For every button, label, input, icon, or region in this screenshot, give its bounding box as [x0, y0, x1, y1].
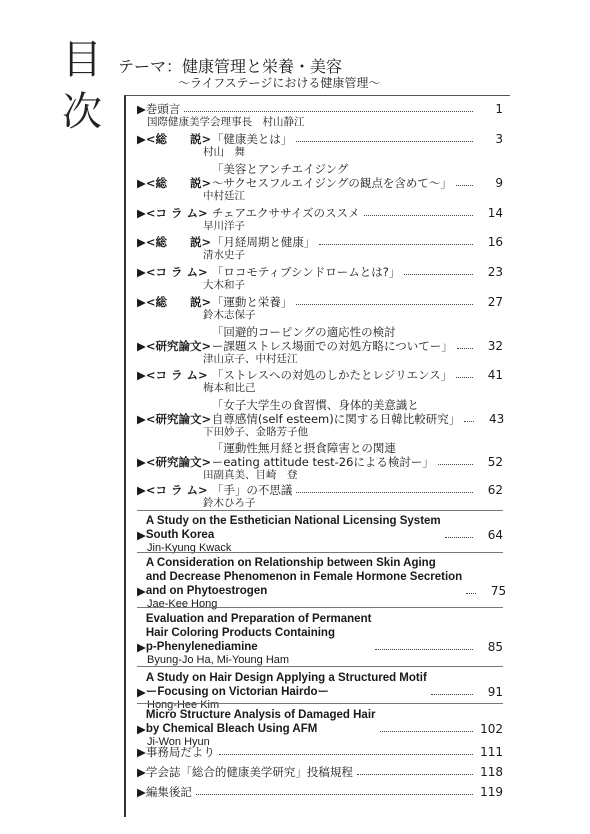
entry-separator [137, 666, 503, 667]
entry-title-line: 「ロコモティブシンドロームとは?」 [211, 265, 401, 279]
entry-title-line: A Study on Hair Design Applying a Structured Motif [145, 672, 427, 684]
page-number: 85 [487, 640, 503, 654]
entry-author: Byung-Jo Ha, Mi-Young Ham [147, 654, 290, 666]
toc-entry[interactable] [137, 483, 503, 510]
entry-author: Hong-Hee Kim [147, 699, 220, 711]
entry-author: 中村廷江 [203, 190, 245, 202]
triangle-bullet-icon: ▶ [137, 412, 146, 426]
entry-category: <コ ラ ム> [145, 483, 208, 497]
triangle-bullet-icon: ▶ [137, 765, 146, 779]
entry-author: 国際健康美学会理事長 村山静江 [147, 116, 305, 128]
toc-entry[interactable] [137, 398, 503, 439]
toc-entry[interactable] [137, 295, 503, 322]
page-number: 41 [487, 368, 503, 382]
page-number: 52 [487, 455, 503, 469]
page-number: 9 [495, 176, 503, 190]
theme-title: テーマ：健康管理と栄養・美容 [118, 57, 343, 76]
entry-separator [137, 703, 503, 704]
entry-title-line: ーFocusing on Victorian Hairdoー [145, 686, 330, 698]
dot-leader [404, 274, 473, 275]
page-number: 62 [487, 483, 503, 497]
triangle-bullet-icon: ▶ [137, 528, 146, 542]
toc-entry[interactable] [137, 708, 503, 749]
page-number: 3 [495, 132, 503, 146]
entry-author: 清水史子 [203, 249, 245, 261]
entry-title-line: 事務局だより [145, 745, 215, 759]
entry-category: <研究論文> [145, 412, 212, 426]
page-number: 118 [480, 765, 503, 779]
entry-author: Ji-Won Hyun [147, 736, 210, 748]
entry-category: <総 説> [145, 176, 212, 190]
entry-title-line: by Chemical Bleach Using AFM [145, 723, 318, 735]
dot-leader [456, 377, 473, 378]
entry-title-line: p-Phenylenediamine [145, 641, 258, 653]
entry-author: 早川洋子 [203, 220, 245, 232]
entry-title-line: 「ストレスへの対処のしかたとレジリエンス」 [211, 368, 453, 382]
entry-title-line: 「手」の不思議 [211, 483, 293, 497]
toc-entry[interactable] [137, 612, 503, 667]
entry-author: Jin-Kyung Kwack [147, 542, 232, 554]
toc-entry[interactable] [137, 368, 503, 395]
page-number: 23 [487, 265, 503, 279]
mokuji-heading-char-1: 目 [62, 37, 102, 83]
triangle-bullet-icon: ▶ [137, 206, 146, 220]
entry-title-line: ーeating attitude test-26による検討ー」 [211, 455, 434, 469]
entry-author: 鈴木志保子 [203, 309, 256, 321]
toc-entry[interactable] [137, 265, 503, 292]
toc-entry[interactable] [137, 765, 503, 779]
page-number: 111 [480, 745, 503, 759]
entry-separator [137, 552, 503, 553]
dot-leader [457, 348, 473, 349]
page-number: 1 [495, 102, 503, 116]
entry-category: <研究論文> [145, 339, 212, 353]
entry-title-line: 「運動と栄養」 [211, 295, 293, 309]
dot-leader [219, 754, 473, 755]
dot-leader [319, 244, 473, 245]
toc-entry[interactable] [137, 102, 503, 129]
entry-title-line: 巻頭言 [145, 102, 181, 116]
triangle-bullet-icon: ▶ [137, 235, 146, 249]
entry-author: Jae-Kee Hong [147, 598, 218, 610]
dot-leader [466, 593, 476, 594]
triangle-bullet-icon: ▶ [137, 785, 146, 799]
entry-title-line: A Consideration on Relationship between Skin Aging [145, 557, 436, 569]
toc-entry[interactable] [137, 206, 503, 233]
entry-category: <研究論文> [145, 455, 212, 469]
entry-author: 大木和子 [203, 279, 245, 291]
triangle-bullet-icon: ▶ [137, 176, 146, 190]
entry-author: 鈴木ひろ子 [203, 497, 256, 509]
toc-entry[interactable] [137, 441, 503, 482]
page-number: 14 [487, 206, 503, 220]
page-number: 91 [487, 685, 503, 699]
triangle-bullet-icon: ▶ [137, 339, 146, 353]
entry-category: <総 説> [145, 235, 212, 249]
toc-entry[interactable] [137, 556, 507, 611]
dot-leader [296, 492, 473, 493]
entry-title-line: 「回避的コーピングの適応性の検討 [211, 325, 396, 339]
toc-entry[interactable] [137, 235, 503, 262]
entry-author: 梅本和比己 [203, 382, 256, 394]
entry-title-line: and Decrease Phenomenon in Female Hormone Secretion [145, 571, 463, 583]
entry-title-line: Micro Structure Analysis of Damaged Hair [145, 709, 376, 721]
triangle-bullet-icon: ▶ [137, 132, 146, 146]
page-number: 32 [487, 339, 503, 353]
entry-title-line: 「運動性無月経と摂食障害との関連 [211, 441, 396, 455]
triangle-bullet-icon: ▶ [137, 295, 146, 309]
toc-entry[interactable] [137, 785, 503, 799]
theme-subtitle: ～ライフステージにおける健康管理～ [178, 76, 381, 90]
entry-separator [137, 510, 503, 511]
entry-title-line: 学会誌「総合的健康美学研究」投稿規程 [145, 765, 353, 779]
triangle-bullet-icon: ▶ [137, 483, 146, 497]
page-number: 119 [480, 785, 503, 799]
entry-category: <コ ラ ム> [145, 206, 208, 220]
entry-category: <コ ラ ム> [145, 368, 208, 382]
dot-leader [431, 694, 473, 695]
triangle-bullet-icon: ▶ [137, 685, 146, 699]
dot-leader [296, 141, 473, 142]
page-number: 27 [487, 295, 503, 309]
entry-category: <総 説> [145, 295, 212, 309]
entry-author: 下田妙子、金賂芳子他 [203, 426, 308, 438]
page-number: 102 [480, 722, 503, 736]
entry-category: <コ ラ ム> [145, 265, 208, 279]
triangle-bullet-icon: ▶ [137, 584, 146, 598]
dot-leader [380, 731, 474, 732]
dot-leader [456, 185, 473, 186]
mokuji-heading-char-2: 次 [62, 89, 102, 135]
entry-title-line: 「女子大学生の食習慣、身体的美意識と [211, 398, 419, 412]
entry-title-line: South Korea [145, 529, 215, 541]
page-number: 64 [487, 528, 503, 542]
toc-entry[interactable] [137, 132, 503, 159]
entry-category: <総 説> [145, 132, 212, 146]
triangle-bullet-icon: ▶ [137, 640, 146, 654]
entry-author: 田副真美、目崎 登 [203, 469, 298, 481]
toc-entry[interactable] [137, 162, 503, 203]
toc-entry[interactable] [137, 671, 503, 712]
entry-title-line: 「美容とアンチエイジング [211, 162, 349, 176]
page-number: 16 [487, 235, 503, 249]
entry-title-line: ー課題ストレス場面での対処方略についてー」 [211, 339, 453, 353]
toc-entry[interactable] [137, 745, 503, 759]
entry-author: 津山京子、中村廷江 [203, 353, 298, 365]
dot-leader [464, 421, 474, 422]
entry-title-line: 自尊感情(self esteem)に関する日韓比較研究」 [211, 412, 461, 426]
entry-title-line: 「健康美とは」 [211, 132, 293, 146]
toc-entry[interactable] [137, 514, 503, 555]
triangle-bullet-icon: ▶ [137, 745, 146, 759]
triangle-bullet-icon: ▶ [137, 265, 146, 279]
dot-leader [364, 215, 473, 216]
dot-leader [296, 304, 473, 305]
entry-title-line: チェアエクササイズのススメ [211, 206, 360, 220]
entry-title-line: 「月経周期と健康」 [211, 235, 316, 249]
dot-leader [375, 649, 473, 650]
triangle-bullet-icon: ▶ [137, 102, 146, 116]
triangle-bullet-icon: ▶ [137, 368, 146, 382]
entry-title-line: and on Phytoestrogen [145, 585, 268, 597]
entry-title-line: Evaluation and Preparation of Permanent [145, 613, 372, 625]
triangle-bullet-icon: ▶ [137, 722, 146, 736]
page-number: 43 [488, 412, 505, 426]
entry-separator [137, 607, 503, 608]
entry-title-line: Hair Coloring Products Containing [145, 627, 335, 639]
dot-leader [357, 774, 473, 775]
dot-leader [196, 794, 473, 795]
toc-entry[interactable] [137, 325, 503, 366]
dot-leader [438, 464, 473, 465]
entry-title-line: ～サクセスフルエイジングの観点を含めて～」 [211, 176, 452, 190]
entry-title-line: 編集後記 [145, 785, 192, 799]
dot-leader [184, 111, 473, 112]
entry-author: 村山 舞 [203, 146, 245, 158]
dot-leader [445, 537, 473, 538]
entry-title-line: A Study on the Esthetician National Licensing System [145, 515, 441, 527]
triangle-bullet-icon: ▶ [137, 455, 146, 469]
page-number: 75 [490, 584, 507, 598]
